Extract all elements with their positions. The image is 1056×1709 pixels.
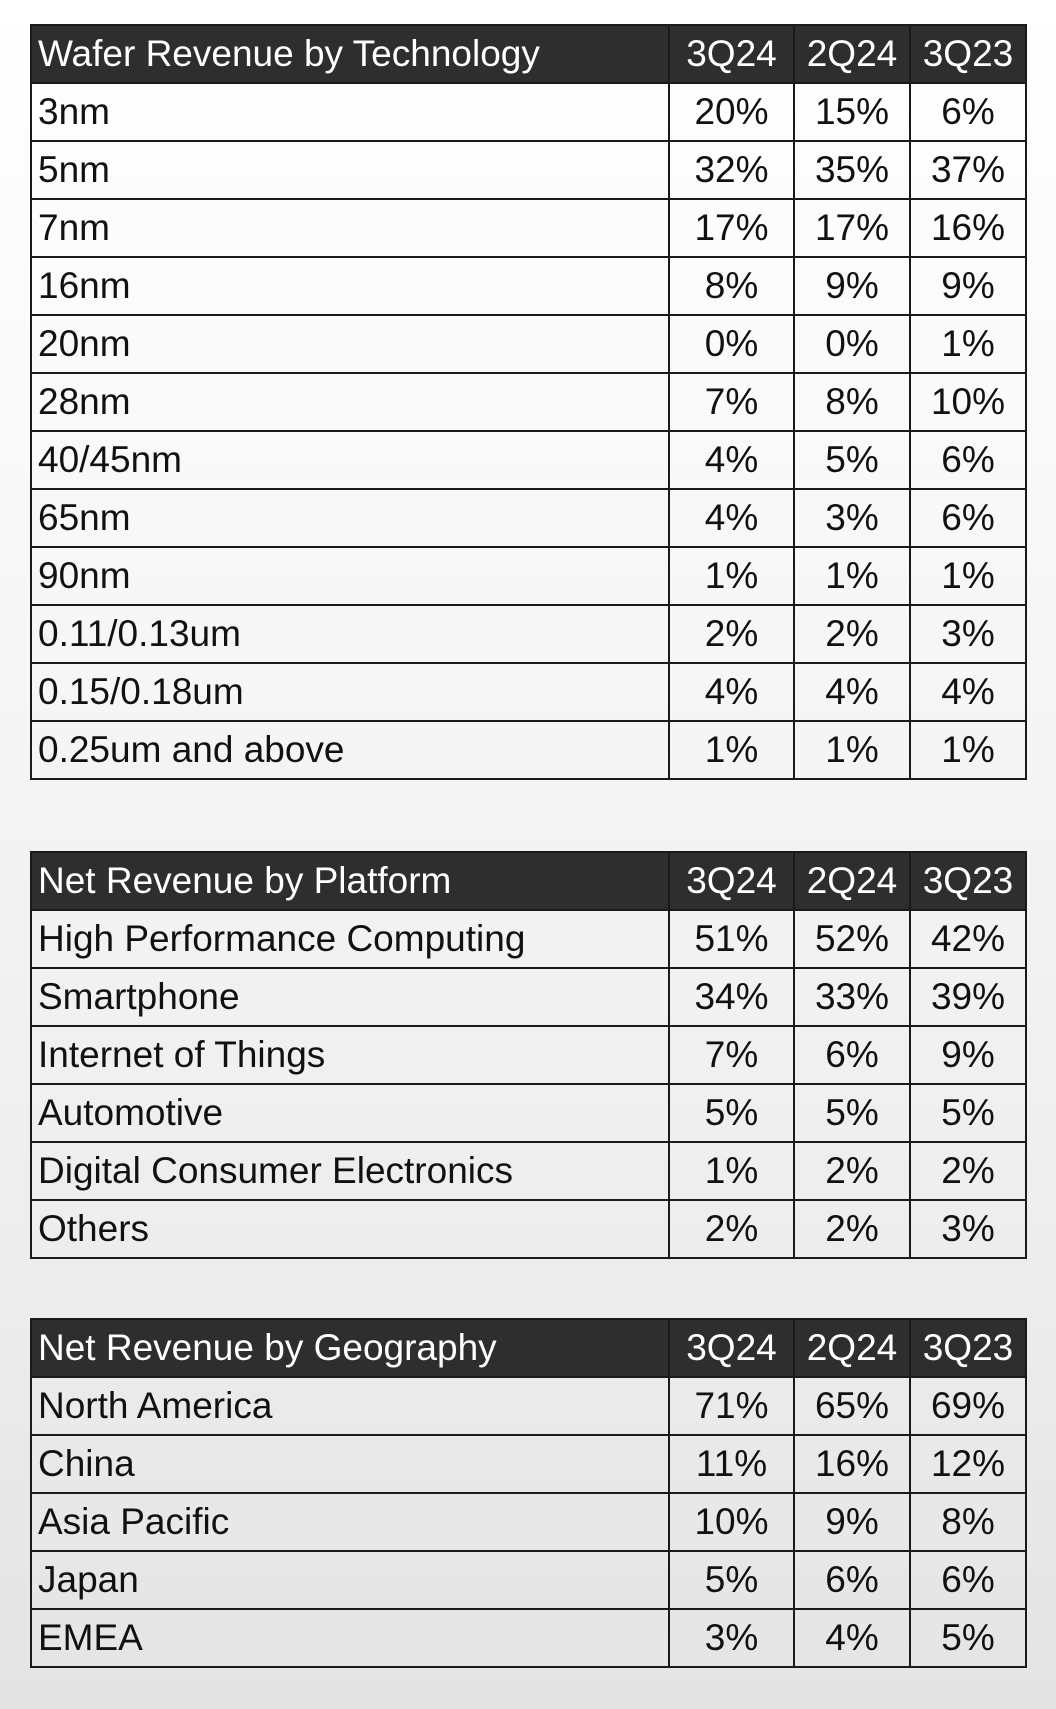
value-cell: 8% [669, 257, 794, 315]
table-row [31, 141, 1026, 199]
value-cell: 4% [794, 1609, 910, 1667]
value-cell: 17% [669, 199, 794, 257]
value-cell: 15% [794, 83, 910, 141]
table-row [31, 968, 1026, 1026]
value-cell: 71% [669, 1377, 794, 1435]
value-cell: 4% [669, 489, 794, 547]
value-cell: 34% [669, 968, 794, 1026]
geography-table [30, 1318, 1027, 1668]
value-cell: 1% [910, 315, 1026, 373]
column-header: 3Q24 [669, 1319, 794, 1377]
row-label: Smartphone [31, 968, 669, 1026]
column-header: 2Q24 [794, 25, 910, 83]
value-cell: 5% [910, 1609, 1026, 1667]
row-label: North America [31, 1377, 669, 1435]
value-cell: 65% [794, 1377, 910, 1435]
column-header: 3Q23 [910, 1319, 1026, 1377]
table-row [31, 315, 1026, 373]
value-cell: 3% [794, 489, 910, 547]
platform-table [30, 851, 1027, 1259]
value-cell: 1% [910, 547, 1026, 605]
row-label: Japan [31, 1551, 669, 1609]
table-row [31, 1493, 1026, 1551]
value-cell: 2% [794, 1200, 910, 1258]
table-row [31, 431, 1026, 489]
table-row [31, 1200, 1026, 1258]
value-cell: 35% [794, 141, 910, 199]
value-cell: 4% [669, 663, 794, 721]
table-row [31, 83, 1026, 141]
value-cell: 6% [794, 1026, 910, 1084]
value-cell: 1% [669, 1142, 794, 1200]
row-label: 65nm [31, 489, 669, 547]
value-cell: 4% [669, 431, 794, 489]
row-label: Automotive [31, 1084, 669, 1142]
value-cell: 20% [669, 83, 794, 141]
row-label: 3nm [31, 83, 669, 141]
value-cell: 3% [669, 1609, 794, 1667]
row-label: Digital Consumer Electronics [31, 1142, 669, 1200]
value-cell: 1% [669, 547, 794, 605]
table-header-row [31, 25, 1026, 83]
value-cell: 5% [669, 1084, 794, 1142]
value-cell: 2% [794, 1142, 910, 1200]
value-cell: 5% [669, 1551, 794, 1609]
value-cell: 39% [910, 968, 1026, 1026]
technology-table [30, 24, 1027, 780]
value-cell: 6% [910, 83, 1026, 141]
table-row [31, 257, 1026, 315]
value-cell: 42% [910, 910, 1026, 968]
table-row [31, 373, 1026, 431]
value-cell: 0% [669, 315, 794, 373]
table-row [31, 663, 1026, 721]
value-cell: 2% [669, 605, 794, 663]
table-row [31, 1026, 1026, 1084]
table-row [31, 910, 1026, 968]
value-cell: 1% [794, 547, 910, 605]
row-label: 40/45nm [31, 431, 669, 489]
value-cell: 6% [910, 1551, 1026, 1609]
table-row [31, 547, 1026, 605]
column-header: 2Q24 [794, 1319, 910, 1377]
row-label: 5nm [31, 141, 669, 199]
value-cell: 4% [910, 663, 1026, 721]
value-cell: 5% [794, 431, 910, 489]
value-cell: 51% [669, 910, 794, 968]
table-title: Net Revenue by Platform [31, 852, 669, 910]
value-cell: 16% [910, 199, 1026, 257]
value-cell: 52% [794, 910, 910, 968]
table-row [31, 1084, 1026, 1142]
row-label: 0.25um and above [31, 721, 669, 779]
value-cell: 4% [794, 663, 910, 721]
value-cell: 6% [910, 489, 1026, 547]
table-header-row [31, 1319, 1026, 1377]
value-cell: 3% [910, 1200, 1026, 1258]
value-cell: 16% [794, 1435, 910, 1493]
value-cell: 5% [910, 1084, 1026, 1142]
value-cell: 6% [910, 431, 1026, 489]
row-label: Others [31, 1200, 669, 1258]
row-label: 28nm [31, 373, 669, 431]
table-row [31, 1435, 1026, 1493]
value-cell: 1% [794, 721, 910, 779]
value-cell: 3% [910, 605, 1026, 663]
value-cell: 1% [910, 721, 1026, 779]
value-cell: 12% [910, 1435, 1026, 1493]
value-cell: 11% [669, 1435, 794, 1493]
value-cell: 9% [910, 1026, 1026, 1084]
row-label: 16nm [31, 257, 669, 315]
value-cell: 7% [669, 1026, 794, 1084]
table-header-row [31, 852, 1026, 910]
value-cell: 8% [794, 373, 910, 431]
table-row [31, 1142, 1026, 1200]
table-row [31, 721, 1026, 779]
table-row [31, 199, 1026, 257]
value-cell: 69% [910, 1377, 1026, 1435]
row-label: Asia Pacific [31, 1493, 669, 1551]
table-row [31, 1377, 1026, 1435]
value-cell: 9% [910, 257, 1026, 315]
value-cell: 0% [794, 315, 910, 373]
column-header: 3Q24 [669, 852, 794, 910]
row-label: 0.11/0.13um [31, 605, 669, 663]
value-cell: 2% [910, 1142, 1026, 1200]
value-cell: 17% [794, 199, 910, 257]
value-cell: 8% [910, 1493, 1026, 1551]
table-title: Net Revenue by Geography [31, 1319, 669, 1377]
value-cell: 10% [910, 373, 1026, 431]
row-label: 7nm [31, 199, 669, 257]
row-label: China [31, 1435, 669, 1493]
table-title: Wafer Revenue by Technology [31, 25, 669, 83]
value-cell: 10% [669, 1493, 794, 1551]
value-cell: 37% [910, 141, 1026, 199]
value-cell: 7% [669, 373, 794, 431]
table-row [31, 605, 1026, 663]
value-cell: 9% [794, 1493, 910, 1551]
column-header: 2Q24 [794, 852, 910, 910]
value-cell: 5% [794, 1084, 910, 1142]
row-label: 20nm [31, 315, 669, 373]
row-label: Internet of Things [31, 1026, 669, 1084]
row-label: EMEA [31, 1609, 669, 1667]
value-cell: 33% [794, 968, 910, 1026]
column-header: 3Q23 [910, 25, 1026, 83]
value-cell: 32% [669, 141, 794, 199]
value-cell: 2% [669, 1200, 794, 1258]
row-label: 0.15/0.18um [31, 663, 669, 721]
value-cell: 1% [669, 721, 794, 779]
value-cell: 2% [794, 605, 910, 663]
value-cell: 9% [794, 257, 910, 315]
table-row [31, 1609, 1026, 1667]
table-row [31, 1551, 1026, 1609]
column-header: 3Q24 [669, 25, 794, 83]
row-label: 90nm [31, 547, 669, 605]
value-cell: 6% [794, 1551, 910, 1609]
column-header: 3Q23 [910, 852, 1026, 910]
row-label: High Performance Computing [31, 910, 669, 968]
table-row [31, 489, 1026, 547]
